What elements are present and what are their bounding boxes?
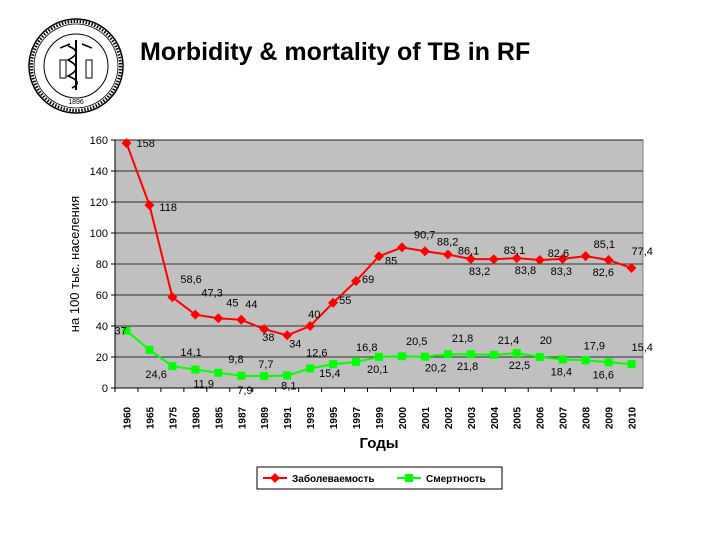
mortality-point [398,352,406,360]
x-tick-label: 1989 [260,406,272,430]
x-tick-label: 2009 [604,406,616,430]
x-tick-label: 1980 [191,406,203,430]
mortality-data-label: 9,8 [228,353,244,366]
x-axis-title: Годы [359,435,399,452]
mortality-point [260,372,268,380]
x-tick-label: 2008 [581,406,593,430]
morbidity-data-label: 82,6 [547,247,570,260]
mortality-data-label: 37 [114,325,127,338]
mortality-data-label: 14,1 [180,347,202,360]
x-tick-label: 2004 [489,406,501,430]
x-tick-label: 2002 [443,406,455,430]
morbidity-data-label: 47,3 [201,287,223,300]
mortality-point [214,369,222,377]
mortality-data-label: 22,5 [508,360,531,373]
morbidity-data-label: 40 [308,309,321,321]
x-tick-label: 1985 [214,406,226,430]
morbidity-data-label: 158 [136,138,155,151]
legend-label-mortality: Смертность [426,474,486,485]
mortality-data-label: 24,6 [145,368,167,381]
morbidity-data-label: 83,8 [514,265,537,278]
x-tick-label: 1997 [352,406,364,430]
mortality-data-label: 8,1 [281,380,297,393]
y-axis-title: на 100 тыс. населения [67,195,82,333]
morbidity-data-label: 86,1 [457,245,480,258]
x-tick-label: 1993 [306,406,318,430]
mortality-point [352,358,360,366]
x-tick-label: 2006 [535,406,547,430]
morbidity-data-label: 38 [262,332,275,345]
mortality-point [168,362,176,370]
mortality-data-label: 7,7 [258,359,274,372]
mortality-point [237,372,245,380]
mortality-data-label: 16,6 [592,369,614,382]
y-tick-label: 100 [89,228,108,240]
mortality-point [605,358,613,366]
mortality-data-label: 12,6 [306,347,328,360]
x-tick-label: 2000 [397,406,409,430]
mortality-data-label: 20,5 [405,336,428,349]
morbidity-data-label: 55 [339,294,352,307]
x-tick-label: 1991 [283,406,295,430]
y-tick-label: 160 [89,135,108,147]
mortality-point [559,355,567,363]
mortality-data-label: 15,4 [631,342,653,355]
mortality-point [444,350,452,358]
morbidity-data-label: 44 [245,298,258,311]
mortality-data-label: 21,8 [451,333,474,346]
mortality-data-label: 16,8 [356,341,378,354]
x-tick-label: 1960 [122,406,134,430]
y-tick-label: 40 [95,321,108,333]
mortality-data-label: 11,9 [193,378,214,391]
mortality-data-label: 20,2 [424,362,447,375]
y-tick-label: 60 [95,290,108,302]
morbidity-data-label: 83,2 [468,266,491,279]
y-tick-label: 0 [101,383,108,395]
morbidity-data-label: 88,2 [436,236,459,249]
morbidity-data-label: 58,6 [180,274,202,287]
morbidity-data-label: 82,6 [592,266,614,279]
morbidity-data-label: 45 [226,297,239,310]
mortality-point [467,350,475,358]
morbidity-data-label: 85,1 [593,239,616,252]
mortality-data-label: 21,4 [497,334,520,347]
mortality-data-label: 18,4 [550,366,573,379]
mortality-point [145,346,153,354]
mortality-data-label: 21,8 [456,361,479,374]
mortality-data-label: 20 [539,335,552,347]
morbidity-data-label: 90,7 [413,229,436,242]
x-tick-label: 2001 [420,406,432,430]
morbidity-data-label: 77,4 [631,246,653,259]
legend [257,467,502,489]
x-tick-label: 2010 [627,406,639,430]
svg-text:1896: 1896 [68,99,84,106]
x-tick-label: 2003 [466,406,478,430]
mortality-data-label: 15,4 [319,368,341,381]
mortality-point [375,353,383,361]
x-tick-label: 1987 [237,406,249,430]
mortality-data-label: 17,9 [583,340,606,353]
y-tick-label: 80 [95,259,108,271]
x-tick-label: 1999 [375,406,386,430]
morbidity-data-label: 85 [385,255,398,268]
mortality-point [582,356,590,364]
mortality-point [283,371,291,379]
mortality-point [421,353,429,361]
mortality-point [628,360,636,368]
mortality-point [306,364,314,372]
y-axis-ticks [90,135,115,395]
mortality-point [191,366,199,374]
mortality-point [329,360,337,368]
mortality-point [490,351,498,359]
morbidity-data-label: 118 [159,202,177,215]
x-tick-label: 2005 [512,406,524,430]
x-tick-label: 1975 [168,406,180,430]
y-tick-label: 20 [95,352,108,364]
x-tick-label: 1995 [329,406,341,430]
x-tick-label: 1965 [145,406,157,430]
legend-label-morbidity: Заболеваемость [292,474,375,485]
y-tick-label: 120 [89,197,108,209]
morbidity-data-label: 69 [362,274,375,287]
mortality-data-label: 7,9 [237,384,253,397]
morbidity-data-label: 83,3 [550,265,573,278]
page-title: Morbidity & mortality of TB in RF [140,38,531,66]
x-axis-ticks [115,388,639,429]
legend-marker-mortality [405,474,413,482]
x-tick-label: 2007 [558,406,570,430]
mortality-data-label: 20,1 [367,363,389,376]
mortality-point [513,349,521,357]
morbidity-data-label: 34 [289,338,302,351]
y-tick-label: 140 [89,166,108,178]
morbidity-data-label: 83,1 [503,245,526,258]
mortality-point [536,353,544,361]
